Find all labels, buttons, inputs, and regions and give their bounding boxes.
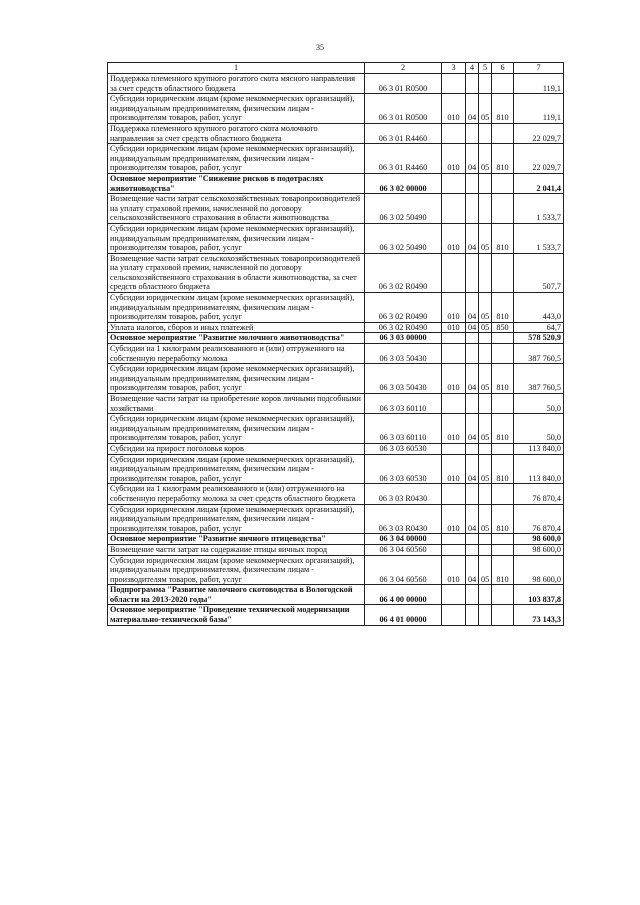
row-col3: [442, 534, 466, 545]
row-name: Субсидии юридическим лицам (кроме некоммерческих организаций), индивидуальным предпринимателям, физическим лицам - производителям товаров, работ, услуг: [108, 223, 365, 253]
table-row: [108, 414, 564, 444]
row-name: Возмещение части затрат на приобретение коров личными подсобными хозяйствами: [108, 394, 365, 414]
row-col4: [466, 194, 479, 224]
table-row: [108, 223, 564, 253]
row-col3: [442, 74, 466, 94]
row-name: Субсидии юридическим лицам (кроме некоммерческих организаций), индивидуальным предпринимателям, физическим лицам - производителям товаров, работ, услуг: [108, 94, 365, 124]
row-col6: [492, 605, 514, 625]
row-col3: [442, 484, 466, 504]
row-col3: [442, 333, 466, 344]
row-col6: 810: [492, 223, 514, 253]
row-amount: 98 600,0: [514, 555, 564, 585]
row-amount: 1 533,7: [514, 194, 564, 224]
table-row: [108, 293, 564, 323]
row-col5: 05: [479, 94, 492, 124]
row-col6: [492, 534, 514, 545]
row-col5: [479, 74, 492, 94]
row-col6: [492, 123, 514, 143]
row-code: 06 3 03 60530: [365, 454, 442, 484]
row-col6: [492, 394, 514, 414]
row-col6: [492, 484, 514, 504]
row-name: Субсидии на 1 килограмм реализованного и (или) отгруженного на собственную переработку молока за счет средств областного бюджета: [108, 484, 365, 504]
table-row: [108, 454, 564, 484]
row-col5: 05: [479, 504, 492, 534]
row-col4: 04: [466, 322, 479, 333]
row-amount: 2 041,4: [514, 173, 564, 193]
row-col6: [492, 443, 514, 454]
row-col4: [466, 443, 479, 454]
row-amount: 98 600,0: [514, 544, 564, 555]
table-row: [108, 484, 564, 504]
row-col3: 010: [442, 293, 466, 323]
table-row: [108, 344, 564, 364]
row-col5: [479, 534, 492, 545]
row-col5: [479, 443, 492, 454]
row-col6: [492, 253, 514, 292]
header-cell-2: 2: [365, 63, 442, 74]
row-col5: [479, 394, 492, 414]
row-amount: 50,0: [514, 414, 564, 444]
row-col3: 010: [442, 555, 466, 585]
header-cell-1: 1: [108, 63, 365, 74]
row-code: 06 3 03 60110: [365, 394, 442, 414]
row-col4: 04: [466, 414, 479, 444]
row-amount: 119,1: [514, 94, 564, 124]
table-row: [108, 322, 564, 333]
row-col6: [492, 333, 514, 344]
page-number: 35: [316, 43, 324, 52]
row-col4: [466, 585, 479, 605]
row-col5: [479, 333, 492, 344]
table-row: [108, 253, 564, 292]
row-col3: [442, 443, 466, 454]
table-row: [108, 333, 564, 344]
row-col6: 810: [492, 364, 514, 394]
row-code: 06 3 02 R0490: [365, 293, 442, 323]
row-col4: [466, 394, 479, 414]
table-row: [108, 394, 564, 414]
row-name: Возмещение части затрат на содержание птицы яичных пород: [108, 544, 365, 555]
row-code: 06 3 03 60110: [365, 414, 442, 444]
row-col4: 04: [466, 454, 479, 484]
row-name: Возмещение части затрат сельскохозяйственных товаропроизводителей на уплату страховой премии, начисленной по договору сельскохозяйственного страхования в области животноводства: [108, 194, 365, 224]
row-code: 06 3 02 00000: [365, 173, 442, 193]
row-col6: [492, 194, 514, 224]
row-name: Субсидии юридическим лицам (кроме некоммерческих организаций), индивидуальным предпринимателям, физическим лицам - производителям товаров, работ, услуг: [108, 414, 365, 444]
row-name: Субсидии юридическим лицам (кроме некоммерческих организаций), индивидуальным предпринимателям, физическим лицам - производителям товаров, работ, услуг: [108, 454, 365, 484]
row-col5: [479, 585, 492, 605]
row-name: Возмещение части затрат сельскохозяйственных товаропроизводителей на уплату страховой премии, начисленной по договору сельскохозяйственного страхования в области животноводства, за счет средств областного бюджета: [108, 253, 365, 292]
row-col4: 04: [466, 504, 479, 534]
row-amount: 22 029,7: [514, 144, 564, 174]
row-amount: 578 520,9: [514, 333, 564, 344]
table-row: [108, 364, 564, 394]
row-col5: 05: [479, 555, 492, 585]
row-col6: [492, 585, 514, 605]
header-cell-7: 7: [514, 63, 564, 74]
row-code: 06 3 01 R4460: [365, 123, 442, 143]
row-col5: [479, 484, 492, 504]
row-col3: [442, 344, 466, 364]
row-col4: [466, 344, 479, 364]
row-name: Субсидии на прирост поголовья коров: [108, 443, 365, 454]
row-code: 06 3 02 50490: [365, 223, 442, 253]
table-row: [108, 94, 564, 124]
header-cell-5: 5: [479, 63, 492, 74]
row-col5: 05: [479, 144, 492, 174]
row-amount: 76 870,4: [514, 484, 564, 504]
row-col4: [466, 534, 479, 545]
table-row: [108, 194, 564, 224]
row-col5: 05: [479, 454, 492, 484]
row-name: Субсидии юридическим лицам (кроме некоммерческих организаций), индивидуальным предпринимателям, физическим лицам - производителям товаров, работ, услуг: [108, 555, 365, 585]
row-col4: 04: [466, 94, 479, 124]
row-col4: 04: [466, 364, 479, 394]
row-col3: 010: [442, 94, 466, 124]
row-code: 06 3 02 50490: [365, 194, 442, 224]
row-amount: 103 837,8: [514, 585, 564, 605]
row-code: 06 3 04 60560: [365, 544, 442, 555]
row-col6: 810: [492, 555, 514, 585]
table-row: [108, 173, 564, 193]
table-row: [108, 504, 564, 534]
row-col6: 810: [492, 293, 514, 323]
row-col4: 04: [466, 293, 479, 323]
row-col3: 010: [442, 504, 466, 534]
row-col3: 010: [442, 414, 466, 444]
table-row: [108, 123, 564, 143]
row-col4: [466, 173, 479, 193]
table-row: [108, 555, 564, 585]
row-name: Субсидии юридическим лицам (кроме некоммерческих организаций), индивидуальным предпринимателям, физическим лицам - производителям товаров, работ, услуг: [108, 364, 365, 394]
table-body: [108, 74, 564, 626]
row-col6: 810: [492, 94, 514, 124]
row-code: 06 3 03 R0430: [365, 504, 442, 534]
header-cell-4: 4: [466, 63, 479, 74]
row-col5: [479, 123, 492, 143]
row-name: Субсидии юридическим лицам (кроме некоммерческих организаций), индивидуальным предпринимателям, физическим лицам - производителям товаров, работ, услуг: [108, 144, 365, 174]
row-col6: 850: [492, 322, 514, 333]
row-code: 06 3 01 R0500: [365, 74, 442, 94]
row-code: 06 3 03 00000: [365, 333, 442, 344]
row-col4: 04: [466, 144, 479, 174]
row-code: 06 4 01 00000: [365, 605, 442, 625]
table-row: [108, 605, 564, 625]
row-col5: 05: [479, 223, 492, 253]
row-col4: [466, 544, 479, 555]
row-col3: [442, 194, 466, 224]
header-cell-6: 6: [492, 63, 514, 74]
row-name: Субсидии на 1 килограмм реализованного и (или) отгруженного на собственную переработку молока: [108, 344, 365, 364]
row-col3: 010: [442, 322, 466, 333]
row-name: Уплата налогов, сборов и иных платежей: [108, 322, 365, 333]
row-name: Поддержка племенного крупного рогатого скота мясного направления за счет средств областного бюджета: [108, 74, 365, 94]
row-amount: 507,7: [514, 253, 564, 292]
table-row: [108, 144, 564, 174]
table-row: [108, 74, 564, 94]
row-amount: 50,0: [514, 394, 564, 414]
row-col4: [466, 123, 479, 143]
row-col3: [442, 605, 466, 625]
row-name: Субсидии юридическим лицам (кроме некоммерческих организаций), индивидуальным предпринимателям, физическим лицам - производителям товаров, работ, услуг: [108, 504, 365, 534]
row-name: Основное мероприятие "Проведение технической модернизации материально-технической базы": [108, 605, 365, 625]
row-col5: 05: [479, 322, 492, 333]
row-col5: 05: [479, 414, 492, 444]
row-col6: [492, 344, 514, 364]
row-code: 06 3 03 50430: [365, 364, 442, 394]
row-name: Субсидии юридическим лицам (кроме некоммерческих организаций), индивидуальным предпринимателям, физическим лицам - производителям товаров, работ, услуг: [108, 293, 365, 323]
table-row: [108, 443, 564, 454]
row-code: 06 3 02 R0490: [365, 322, 442, 333]
row-amount: 73 143,3: [514, 605, 564, 625]
row-name: Основное мероприятие "Развитие яичного птицеводства": [108, 534, 365, 545]
row-amount: 64,7: [514, 322, 564, 333]
table-row: [108, 544, 564, 555]
row-col5: 05: [479, 293, 492, 323]
row-amount: 387 760,5: [514, 364, 564, 394]
row-col6: [492, 74, 514, 94]
row-col3: [442, 123, 466, 143]
row-name: Основное мероприятие "Снижение рисков в подотраслях животноводства": [108, 173, 365, 193]
budget-table: [107, 62, 564, 626]
row-col4: 04: [466, 555, 479, 585]
row-name: Поддержка племенного крупного рогатого скота молочного направления за счет средств областного бюджета: [108, 123, 365, 143]
row-col6: [492, 544, 514, 555]
row-amount: 113 840,0: [514, 443, 564, 454]
row-code: 06 3 04 60560: [365, 555, 442, 585]
row-code: 06 3 03 60530: [365, 443, 442, 454]
row-col3: [442, 253, 466, 292]
row-code: 06 3 01 R4460: [365, 144, 442, 174]
row-amount: 22 029,7: [514, 123, 564, 143]
header-row: [108, 63, 564, 74]
row-amount: 119,1: [514, 74, 564, 94]
header-cell-3: 3: [442, 63, 466, 74]
row-code: 06 3 02 R0490: [365, 253, 442, 292]
row-col3: 010: [442, 454, 466, 484]
table-row: [108, 534, 564, 545]
row-col3: [442, 585, 466, 605]
row-code: 06 3 03 R0430: [365, 484, 442, 504]
row-col3: 010: [442, 364, 466, 394]
row-col6: 810: [492, 504, 514, 534]
row-code: 06 3 03 50430: [365, 344, 442, 364]
row-amount: 98 600,0: [514, 534, 564, 545]
row-code: 06 3 04 00000: [365, 534, 442, 545]
row-amount: 113 840,0: [514, 454, 564, 484]
row-code: 06 4 00 00000: [365, 585, 442, 605]
row-col4: [466, 333, 479, 344]
row-col3: [442, 544, 466, 555]
row-code: 06 3 01 R0500: [365, 94, 442, 124]
row-col6: 810: [492, 414, 514, 444]
row-amount: 76 870,4: [514, 504, 564, 534]
row-col5: [479, 173, 492, 193]
row-amount: 1 533,7: [514, 223, 564, 253]
row-amount: 443,0: [514, 293, 564, 323]
row-col4: [466, 253, 479, 292]
row-name: Основное мероприятие "Развитие молочного животноводства": [108, 333, 365, 344]
row-col6: 810: [492, 144, 514, 174]
row-col3: [442, 173, 466, 193]
table-row: [108, 585, 564, 605]
row-col6: [492, 173, 514, 193]
row-col4: [466, 484, 479, 504]
row-col6: 810: [492, 454, 514, 484]
row-col4: 04: [466, 223, 479, 253]
row-col5: [479, 344, 492, 364]
row-col5: 05: [479, 364, 492, 394]
row-name: Подпрограмма "Развитие молочного скотоводства в Вологодской области на 2013-2020 годы": [108, 585, 365, 605]
row-col3: 010: [442, 223, 466, 253]
row-col3: [442, 394, 466, 414]
row-col3: 010: [442, 144, 466, 174]
row-col4: [466, 605, 479, 625]
row-col5: [479, 544, 492, 555]
row-col4: [466, 74, 479, 94]
row-col5: [479, 253, 492, 292]
row-col5: [479, 605, 492, 625]
row-col5: [479, 194, 492, 224]
row-amount: 387 760,5: [514, 344, 564, 364]
